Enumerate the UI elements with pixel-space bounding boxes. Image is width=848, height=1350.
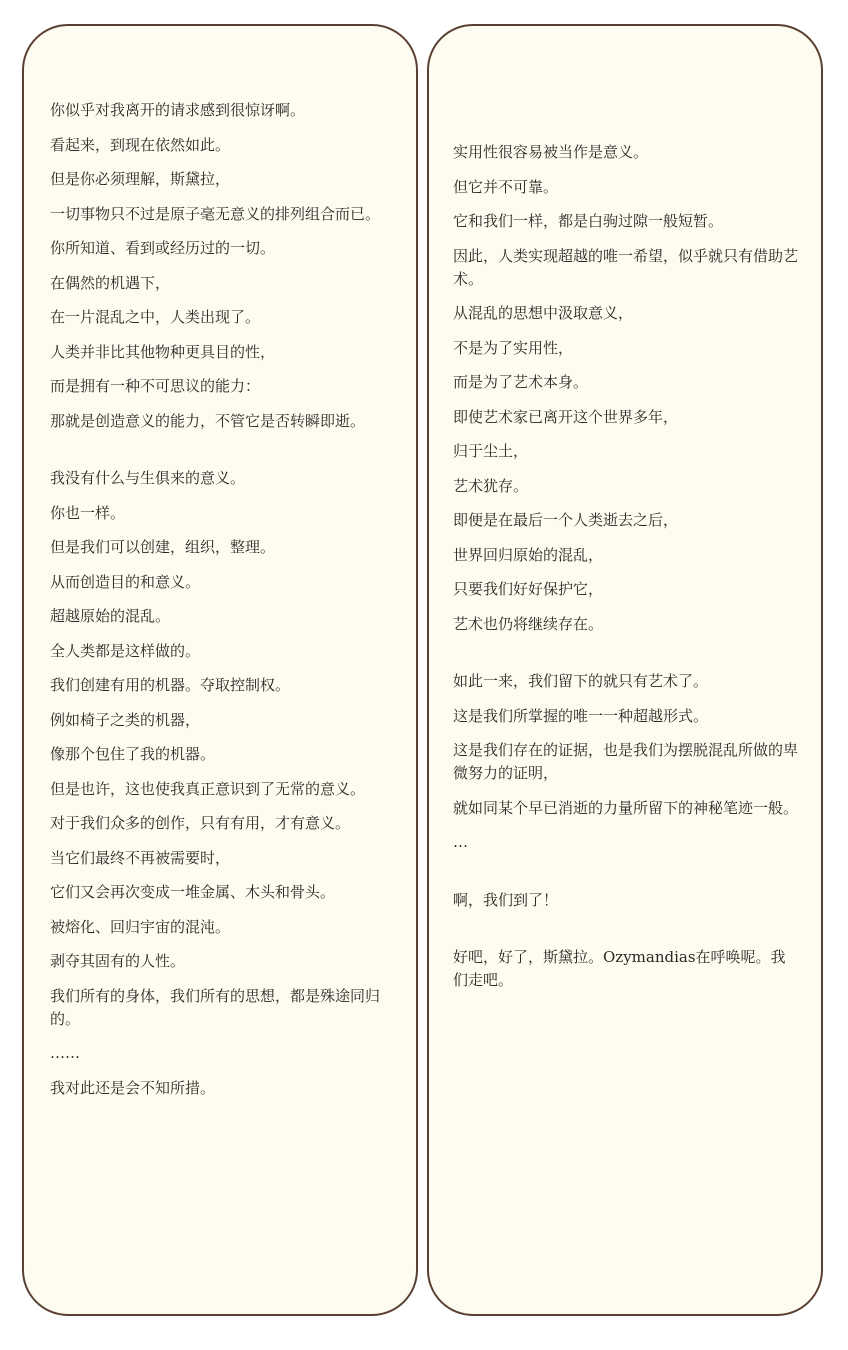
text-line: 但是我们可以创建，组织，整理。	[50, 538, 276, 556]
text-line: 你也一样。	[50, 503, 126, 522]
text-line: 但是你必须理解，斯黛拉，	[50, 170, 231, 188]
text-line: 但是也许，这也使我真正意识到了无常的意义。	[50, 779, 366, 798]
text-line: 一切事物只不过是原子毫无意义的排列组合而已。	[50, 204, 381, 223]
text-line: 在一片混乱之中，人类出现了。	[50, 308, 261, 326]
text-line: 例如椅子之类的机器，	[50, 710, 201, 729]
text-line: 即便是在最后一个人类逝去之后，	[453, 511, 679, 529]
text-line: 你似乎对我离开的请求感到很惊讶啊。	[50, 101, 306, 119]
text-line: 从而创造目的和意义。	[50, 572, 201, 591]
text-line: 这是我们所掌握的唯一一种超越形式。	[453, 706, 709, 725]
text-line: 剥夺其固有的人性。	[50, 952, 186, 970]
paragraph-gap	[50, 444, 394, 467]
left-text-panel	[22, 24, 418, 1316]
text-line: 归于尘土，	[453, 442, 529, 460]
text-line: 世界回归原始的混乱，	[453, 545, 604, 564]
text-line: 全人类都是这样做的。	[50, 641, 201, 660]
text-line: 被熔化、回归宇宙的混沌。	[50, 917, 231, 936]
paragraph-gap	[453, 647, 799, 670]
text-line: 即使艺术家已离开这个世界多年，	[453, 407, 679, 426]
paragraph-gap	[453, 866, 799, 889]
text-line: 我没有什么与生俱来的意义。	[50, 469, 246, 487]
text-line: 对于我们众多的创作，只有有用，才有意义。	[50, 814, 351, 832]
text-line: 我们所有的身体，我们所有的思想，都是殊途同归的。	[50, 986, 381, 1028]
text-line: 当它们最终不再被需要时，	[50, 848, 231, 867]
text-line: 从混乱的思想中汲取意义，	[453, 304, 634, 322]
right-text-panel	[427, 24, 823, 1316]
text-line: 如此一来，我们留下的就只有艺术了。	[453, 672, 709, 690]
text-line: 艺术也仍将继续存在。	[453, 614, 604, 633]
text-line: 就如同某个早已消逝的力量所留下的神秘笔迹一般。	[453, 798, 799, 817]
right-panel-text	[429, 141, 821, 1004]
text-line: 在偶然的机遇下，	[50, 273, 171, 292]
paragraph-gap	[453, 923, 799, 946]
text-line: 但它并不可靠。	[453, 177, 559, 196]
text-line: …	[453, 833, 468, 851]
text-line: 好吧，好了，斯黛拉。Ozymandias在呼唤呢。我们走吧。	[453, 948, 786, 989]
text-line: 只要我们好好保护它，	[453, 580, 604, 598]
text-line: 而是拥有一种不可思议的能力：	[50, 377, 261, 395]
text-line: 超越原始的混乱。	[50, 607, 171, 625]
text-line: 你所知道、看到或经历过的一切。	[50, 239, 276, 257]
text-line: 人类并非比其他物种更具目的性，	[50, 342, 276, 361]
text-line: 这是我们存在的证据，也是我们为摆脱混乱所做的卑微努力的证明，	[453, 741, 799, 782]
text-line: 那就是创造意义的能力，不管它是否转瞬即逝。	[50, 411, 366, 430]
text-line: 因此，人类实现超越的唯一希望，似乎就只有借助艺术。	[453, 246, 799, 288]
text-line: 啊，我们到了！	[453, 890, 559, 909]
text-line: ……	[50, 1044, 80, 1062]
left-panel-text	[24, 99, 416, 1111]
text-line: 看起来，到现在依然如此。	[50, 135, 231, 154]
text-line: 它和我们一样，都是白驹过隙一般短暂。	[453, 212, 724, 230]
text-line: 我们创建有用的机器。夺取控制权。	[50, 676, 291, 694]
text-line: 不是为了实用性，	[453, 338, 574, 357]
text-line: 实用性很容易被当作是意义。	[453, 143, 649, 161]
text-line: 而是为了艺术本身。	[453, 373, 589, 391]
text-line: 艺术犹存。	[453, 476, 529, 495]
text-line: 它们又会再次变成一堆金属、木头和骨头。	[50, 883, 336, 901]
text-line: 我对此还是会不知所措。	[50, 1078, 216, 1097]
text-line: 像那个包住了我的机器。	[50, 745, 216, 763]
